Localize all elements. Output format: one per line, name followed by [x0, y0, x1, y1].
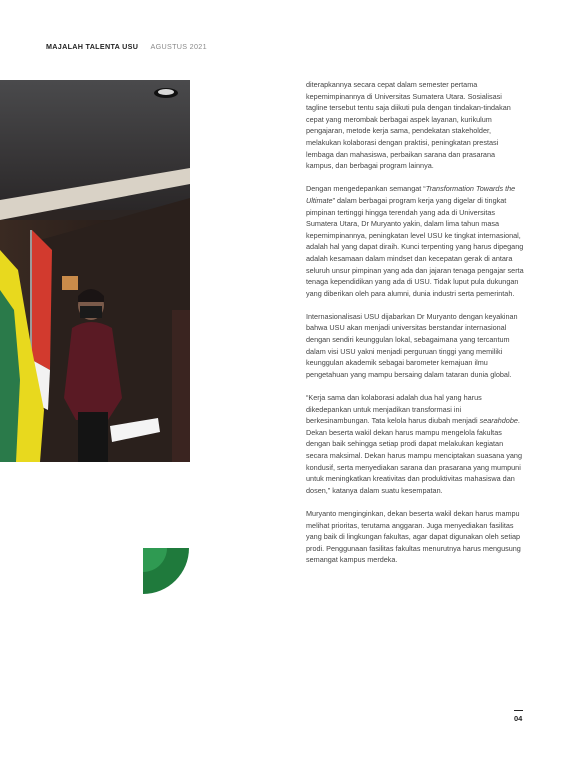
magazine-title: MAJALAH TALENTA USU — [46, 42, 139, 51]
page-number-rule — [514, 710, 523, 711]
running-header — [46, 42, 207, 51]
photo-illustration — [0, 80, 190, 462]
paragraph-5: Muryanto menginginkan, dekan beserta wakil dekan harus mampu melihat prioritas, terutama anggaran. Juga menyediakan fasilitas yang baik di lingkungan fakultas, agar dapat digunakan oleh setiap prodi. Penggunaan fasilitas fakultas menurutnya harus mengusung semangat kampus merdeka. — [306, 508, 521, 565]
paragraph-3: Internasionalisasi USU dijabarkan Dr Muryanto dengan keyakinan bahwa USU akan menjadi universitas berstandar internasional dengan sendiri keunggulan lokal, sebagaimana yang tercantum dalam visi USU yakni menjadi perguruan tinggi yang memiliki keunggulan akademik sebagai barometer kemajuan ilmu pengetahuan yang mampu bersaing dalam tataran dunia global. — [306, 311, 518, 379]
article-photo — [0, 80, 190, 462]
emphasis-term: searahdobe — [479, 416, 518, 426]
paragraph-4: “Kerja sama dan kolaborasi adalah dua hal yang harus dikedepankan untuk menjadikan transformasi ini berkesinambungan. Tata kelola harus diubah menjadi searahdobe. Dekan beserta wakil dekan harus mampu mengelola fakultas dengan baik sehingga setiap prodi dapat melakukan kegiatan secara maksimal. Dekan harus mampu menciptakan suasana yang kondusif, serta menyediakan sarana dan prasarana yang mumpuni untuk meningkatkan kreativitas dan produktivitas mahasiswa dan dosen,” katanya dalam suatu kesempatan. — [306, 393, 522, 495]
emphasis-tagline: Transformation Towards the Ultimate — [306, 184, 516, 205]
paragraph-1: diterapkannya secara cepat dalam semester pertama kepemimpinannya di Universitas Sumatera Utara. Sosialisasi tagline tersebut tentu saja diikuti pula dengan tindakan-tindakan cepat yang merombak berbagai aspek layanan, kurikulum pengajaran, metode kerja sama, pendekatan stakeholder, melakukan kolaborasi dengan praktisi, peningkatan prestasi lembaga dan mahasiswa, perbaikan sarana dan prasarana kampus, dan berbagai program lainnya. — [306, 80, 511, 171]
article-body — [306, 79, 524, 578]
decorative-quarter-circle — [143, 548, 189, 594]
page-number: 04 — [514, 714, 523, 723]
paragraph-2: Dengan mengedepankan semangat “Transformation Towards the Ultimate” dalam berbagai program kerja yang digelar di tingkat pimpinan tertinggi hingga terendah yang ada di Universitas Sumatera Utara, Dr Muryanto yakin, dalam lima tahun masa kepemimpinannya, peningkatan level USU ke tingkat internasional, adalah hal yang dapat diraih. Kunci terpenting yang harus dipegang adalah kesamaan dalam mindset dan kecepatan gerak di antara seluruh unsur pimpinan yang ada dan jajaran tenaga pengajar serta tenaga kependidikan yang ada di USU. Tidak luput pula dukungan yang diberikan oleh para alumni, dunia industri serta pemerintah. — [306, 184, 524, 298]
issue-date: AGUSTUS 2021 — [150, 42, 207, 51]
